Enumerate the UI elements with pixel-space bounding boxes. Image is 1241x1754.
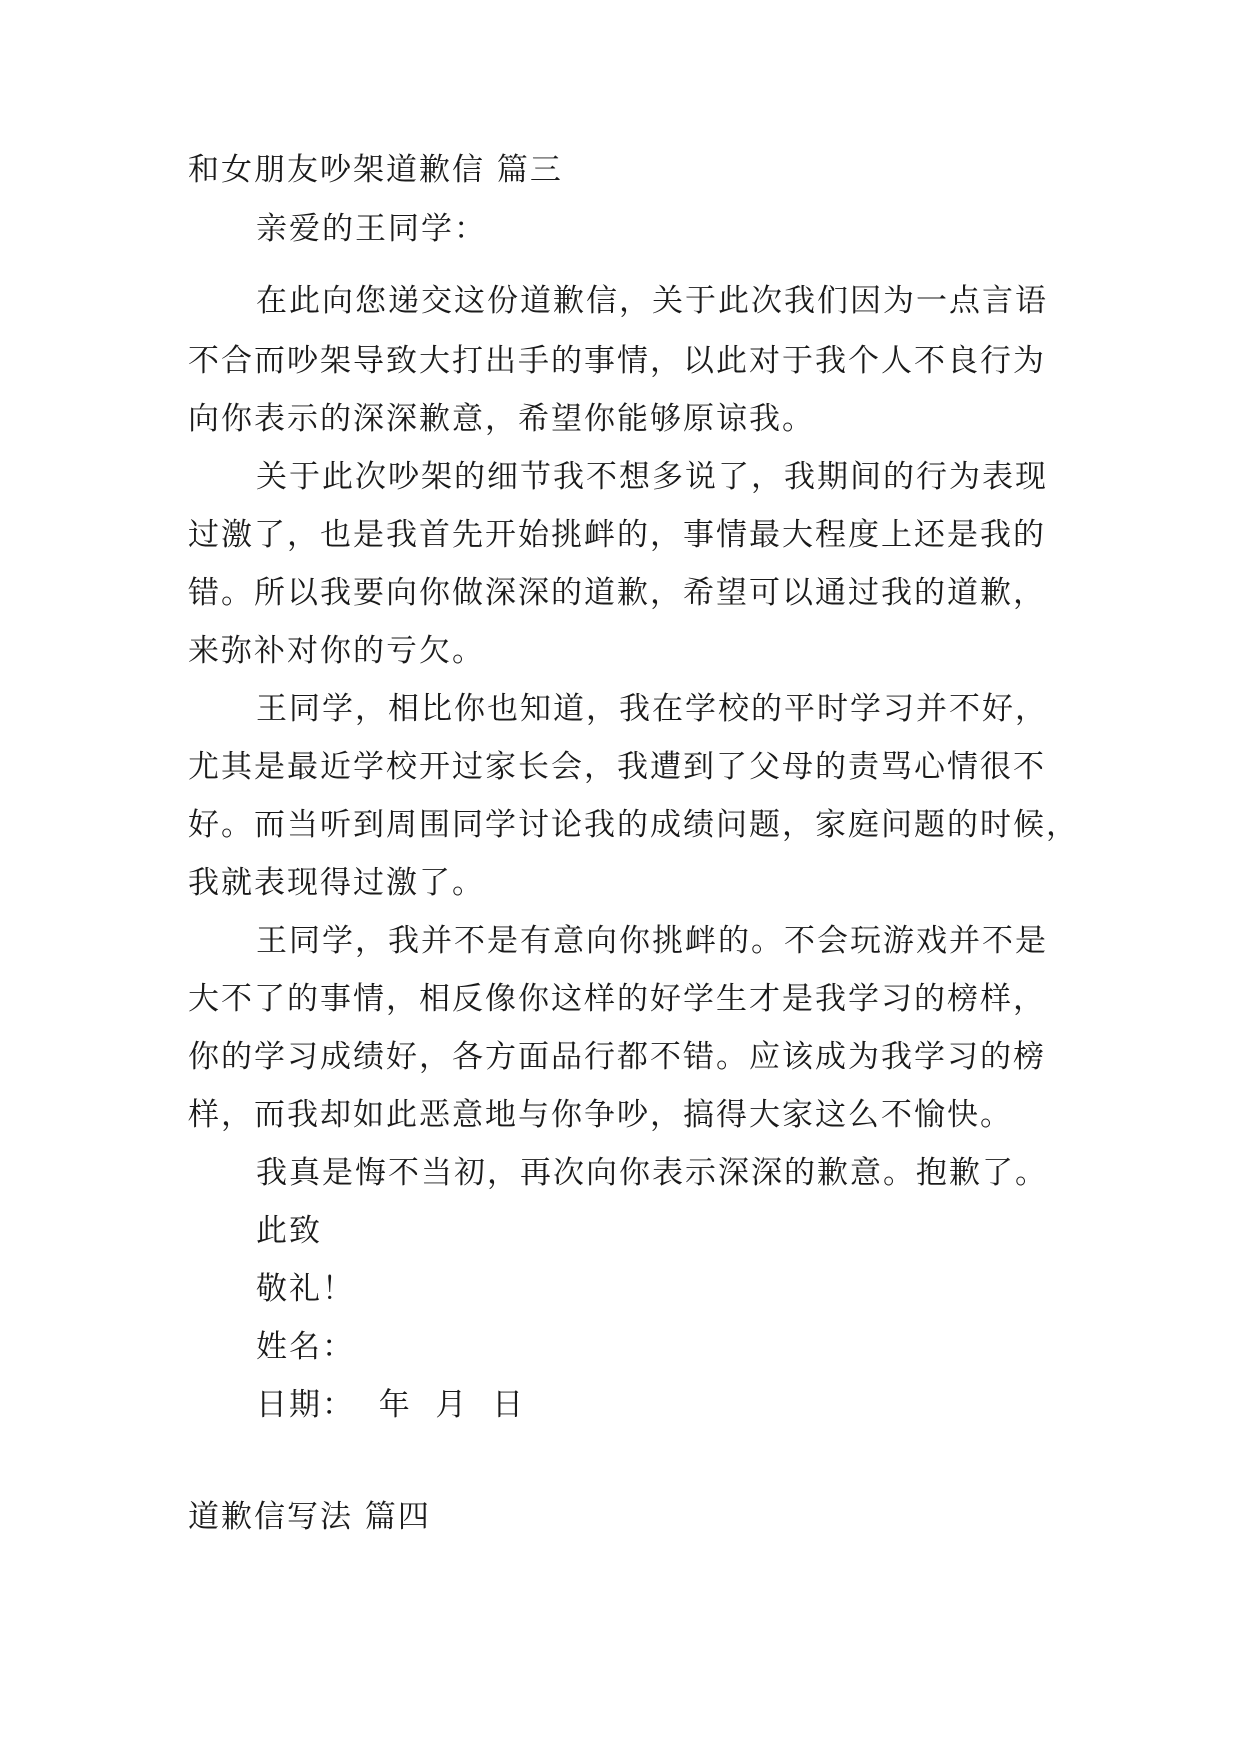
paragraph-2-line-2: 过激了，也是我首先开始挑衅的，事情最大程度上还是我的 (188, 517, 1046, 553)
paragraph-3-line-4: 我就表现得过激了。 (188, 865, 485, 901)
closing-cizhi: 此致 (256, 1213, 322, 1249)
signature-name: 姓名： (256, 1329, 355, 1365)
paragraph-1-line-1: 在此向您递交这份道歉信，关于此次我们因为一点言语 (256, 283, 1048, 319)
paragraph-4-line-3: 你的学习成绩好，各方面品行都不错。应该成为我学习的榜 (188, 1039, 1046, 1075)
section-heading: 和女朋友吵架道歉信 篇三 (188, 152, 563, 188)
paragraph-2-line-3: 错。所以我要向你做深深的道歉，希望可以通过我的道歉， (188, 575, 1046, 611)
section-heading-next: 道歉信写法 篇四 (188, 1499, 431, 1535)
paragraph-4-line-2: 大不了的事情，相反像你这样的好学生才是我学习的榜样， (188, 981, 1046, 1017)
paragraph-1-line-3: 向你表示的深深歉意，希望你能够原谅我。 (188, 401, 815, 437)
salutation: 亲爱的王同学： (256, 211, 487, 247)
paragraph-2-line-1: 关于此次吵架的细节我不想多说了，我期间的行为表现 (256, 459, 1048, 495)
paragraph-5: 我真是悔不当初，再次向你表示深深的歉意。抱歉了。 (256, 1155, 1048, 1191)
paragraph-3-line-3: 好。而当听到周围同学讨论我的成绩问题，家庭问题的时候， (188, 807, 1079, 843)
paragraph-3-line-2: 尤其是最近学校开过家长会，我遭到了父母的责骂心情很不 (188, 749, 1046, 785)
paragraph-4-line-1: 王同学，我并不是有意向你挑衅的。不会玩游戏并不是 (256, 923, 1048, 959)
paragraph-1-line-2: 不合而吵架导致大打出手的事情，以此对于我个人不良行为 (188, 343, 1046, 379)
signature-date: 日期： 年 月 日 (256, 1387, 526, 1423)
paragraph-4-line-4: 样，而我却如此恶意地与你争吵，搞得大家这么不愉快。 (188, 1097, 1013, 1133)
paragraph-2-line-4: 来弥补对你的亏欠。 (188, 633, 485, 669)
closing-jingli: 敬礼！ (256, 1271, 355, 1307)
paragraph-3-line-1: 王同学，相比你也知道，我在学校的平时学习并不好， (256, 691, 1048, 727)
